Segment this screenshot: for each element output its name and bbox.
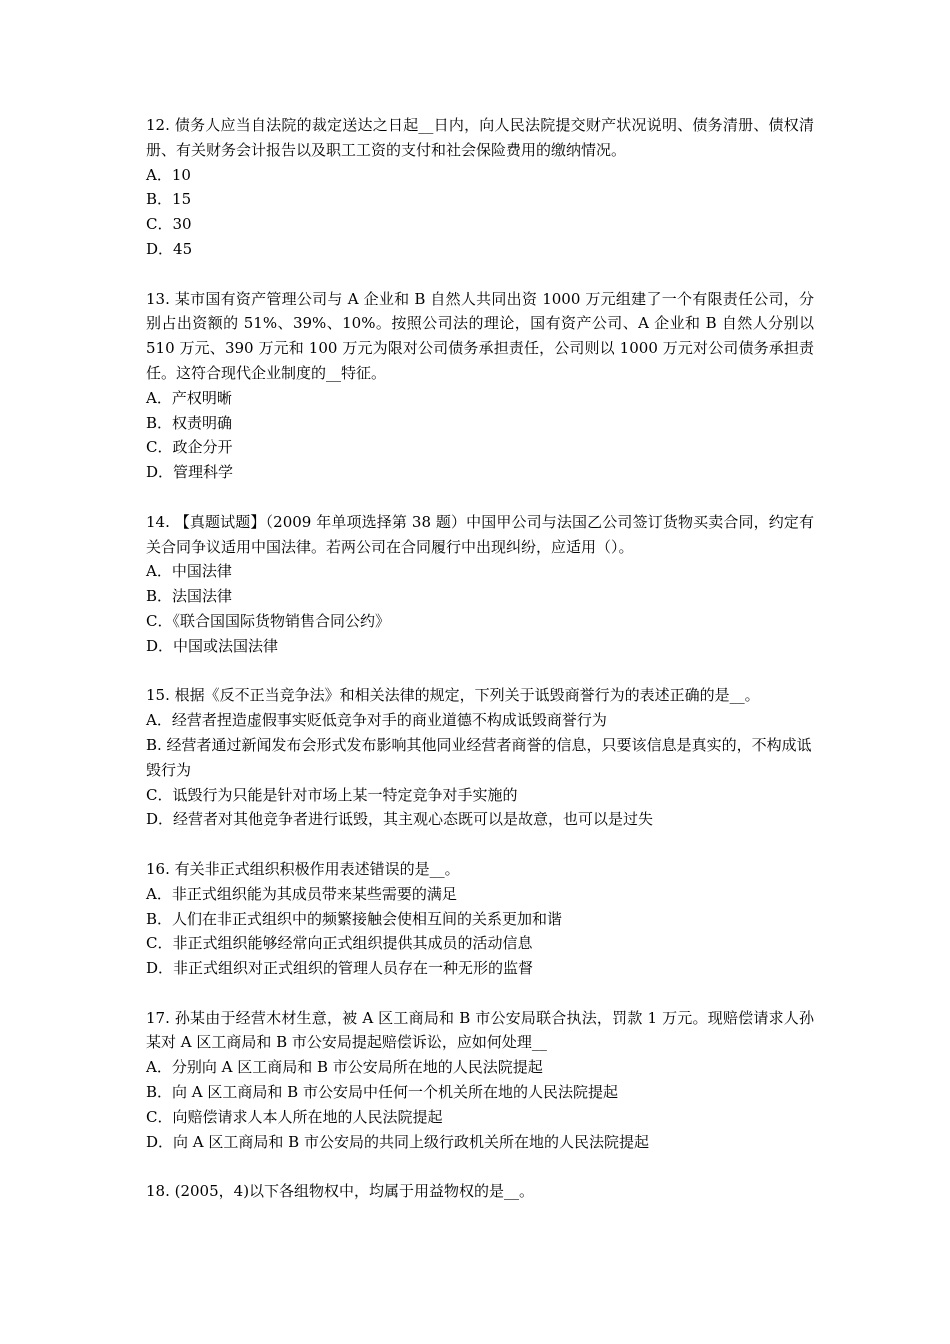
option-c: C．向赔偿请求人本人所在地的人民法院提起 xyxy=(146,1107,443,1126)
option-c: C．30 xyxy=(146,215,192,234)
option-b: B．权责明确 xyxy=(146,413,233,432)
option-d: D．向 A 区工商局和 B 市公安局的共同上级行政机关所在地的人民法院提起 xyxy=(146,1132,649,1151)
option-b: B．15 xyxy=(146,190,192,209)
option-d: D．中国或法国法律 xyxy=(146,636,279,655)
option-b: B. 经营者通过新闻发布会形式发布影响其他同业经营者商誉的信息，只要该信息是真实的，不构成诋毁行为 xyxy=(146,735,812,779)
question-12 xyxy=(146,113,814,262)
question-15 xyxy=(146,683,814,832)
question-13 xyxy=(146,287,814,485)
option-c: C．非正式组织能够经常向正式组织提供其成员的活动信息 xyxy=(146,934,533,953)
option-b: B．向 A 区工商局和 B 市公安局中任何一个机关所在地的人民法院提起 xyxy=(146,1083,618,1102)
question-stem: 17. 孙某由于经营木材生意，被 A 区工商局和 B 市公安局联合执法，罚款 1 万元。现赔偿请求人孙某对 A 区工商局和 B 市公安局提起赔偿诉讼，应如何处理__ xyxy=(146,1008,814,1052)
question-17 xyxy=(146,1006,814,1155)
question-stem: 15. 根据《反不正当竞争法》和相关法律的规定，下列关于诋毁商誉行为的表述正确的是__。 xyxy=(146,686,760,705)
question-stem: 14. 【真题试题】（2009 年单项选择第 38 题）中国甲公司与法国乙公司签订货物买卖合同，约定有关合同争议适用中国法律。若两公司在合同履行中出现纠纷，应适用（）。 xyxy=(146,512,814,556)
option-b: B．人们在非正式组织中的频繁接触会使相互间的关系更加和谐 xyxy=(146,909,563,928)
option-d: D．45 xyxy=(146,239,193,258)
question-stem: 18. (2005，4)以下各组物权中，均属于用益物权的是__。 xyxy=(146,1182,535,1201)
option-b: B．法国法律 xyxy=(146,587,233,606)
option-a: A．经营者捏造虚假事实贬低竞争对手的商业道德不构成诋毁商誉行为 xyxy=(146,711,607,730)
option-a: A．中国法律 xyxy=(146,562,232,581)
question-stem: 13. 某市国有资产管理公司与 A 企业和 B 自然人共同出资 1000 万元组建了一个有限责任公司，分别占出资额的 51%、39%、10%。按照公司法的理论，国有资产公司、A 企业和 B 自然人分别以 510 万元、390 万元和 100 万元为限对公司债务承担责任，公司则以 1000 万元对公司债务承担责任。这符合现代企业制度的__特征。 xyxy=(146,289,814,382)
option-a: A．10 xyxy=(146,165,191,184)
option-c: C．《联合国国际货物销售合同公约》 xyxy=(146,611,390,630)
option-d: D．管理科学 xyxy=(146,463,234,482)
question-18 xyxy=(146,1179,814,1204)
question-14 xyxy=(146,510,814,659)
document-page xyxy=(146,113,814,1229)
option-c: C．政企分开 xyxy=(146,438,233,457)
option-c: C．诋毁行为只能是针对市场上某一特定竞争对手实施的 xyxy=(146,785,518,804)
option-a: A．非正式组织能为其成员带来某些需要的满足 xyxy=(146,884,457,903)
question-stem: 12. 债务人应当自法院的裁定送达之日起__日内，向人民法院提交财产状况说明、债务清册、债权清册、有关财务会计报告以及职工工资的支付和社会保险费用的缴纳情况。 xyxy=(146,116,814,159)
question-16 xyxy=(146,857,814,981)
option-d: D．非正式组织对正式组织的管理人员存在一种无形的监督 xyxy=(146,959,534,978)
option-d: D．经营者对其他竞争者进行诋毁，其主观心态既可以是故意，也可以是过失 xyxy=(146,810,654,829)
question-stem: 16. 有关非正式组织积极作用表述错误的是__。 xyxy=(146,859,460,878)
option-a: A．产权明晰 xyxy=(146,388,232,407)
option-a: A．分别向 A 区工商局和 B 市公安局所在地的人民法院提起 xyxy=(146,1058,543,1077)
